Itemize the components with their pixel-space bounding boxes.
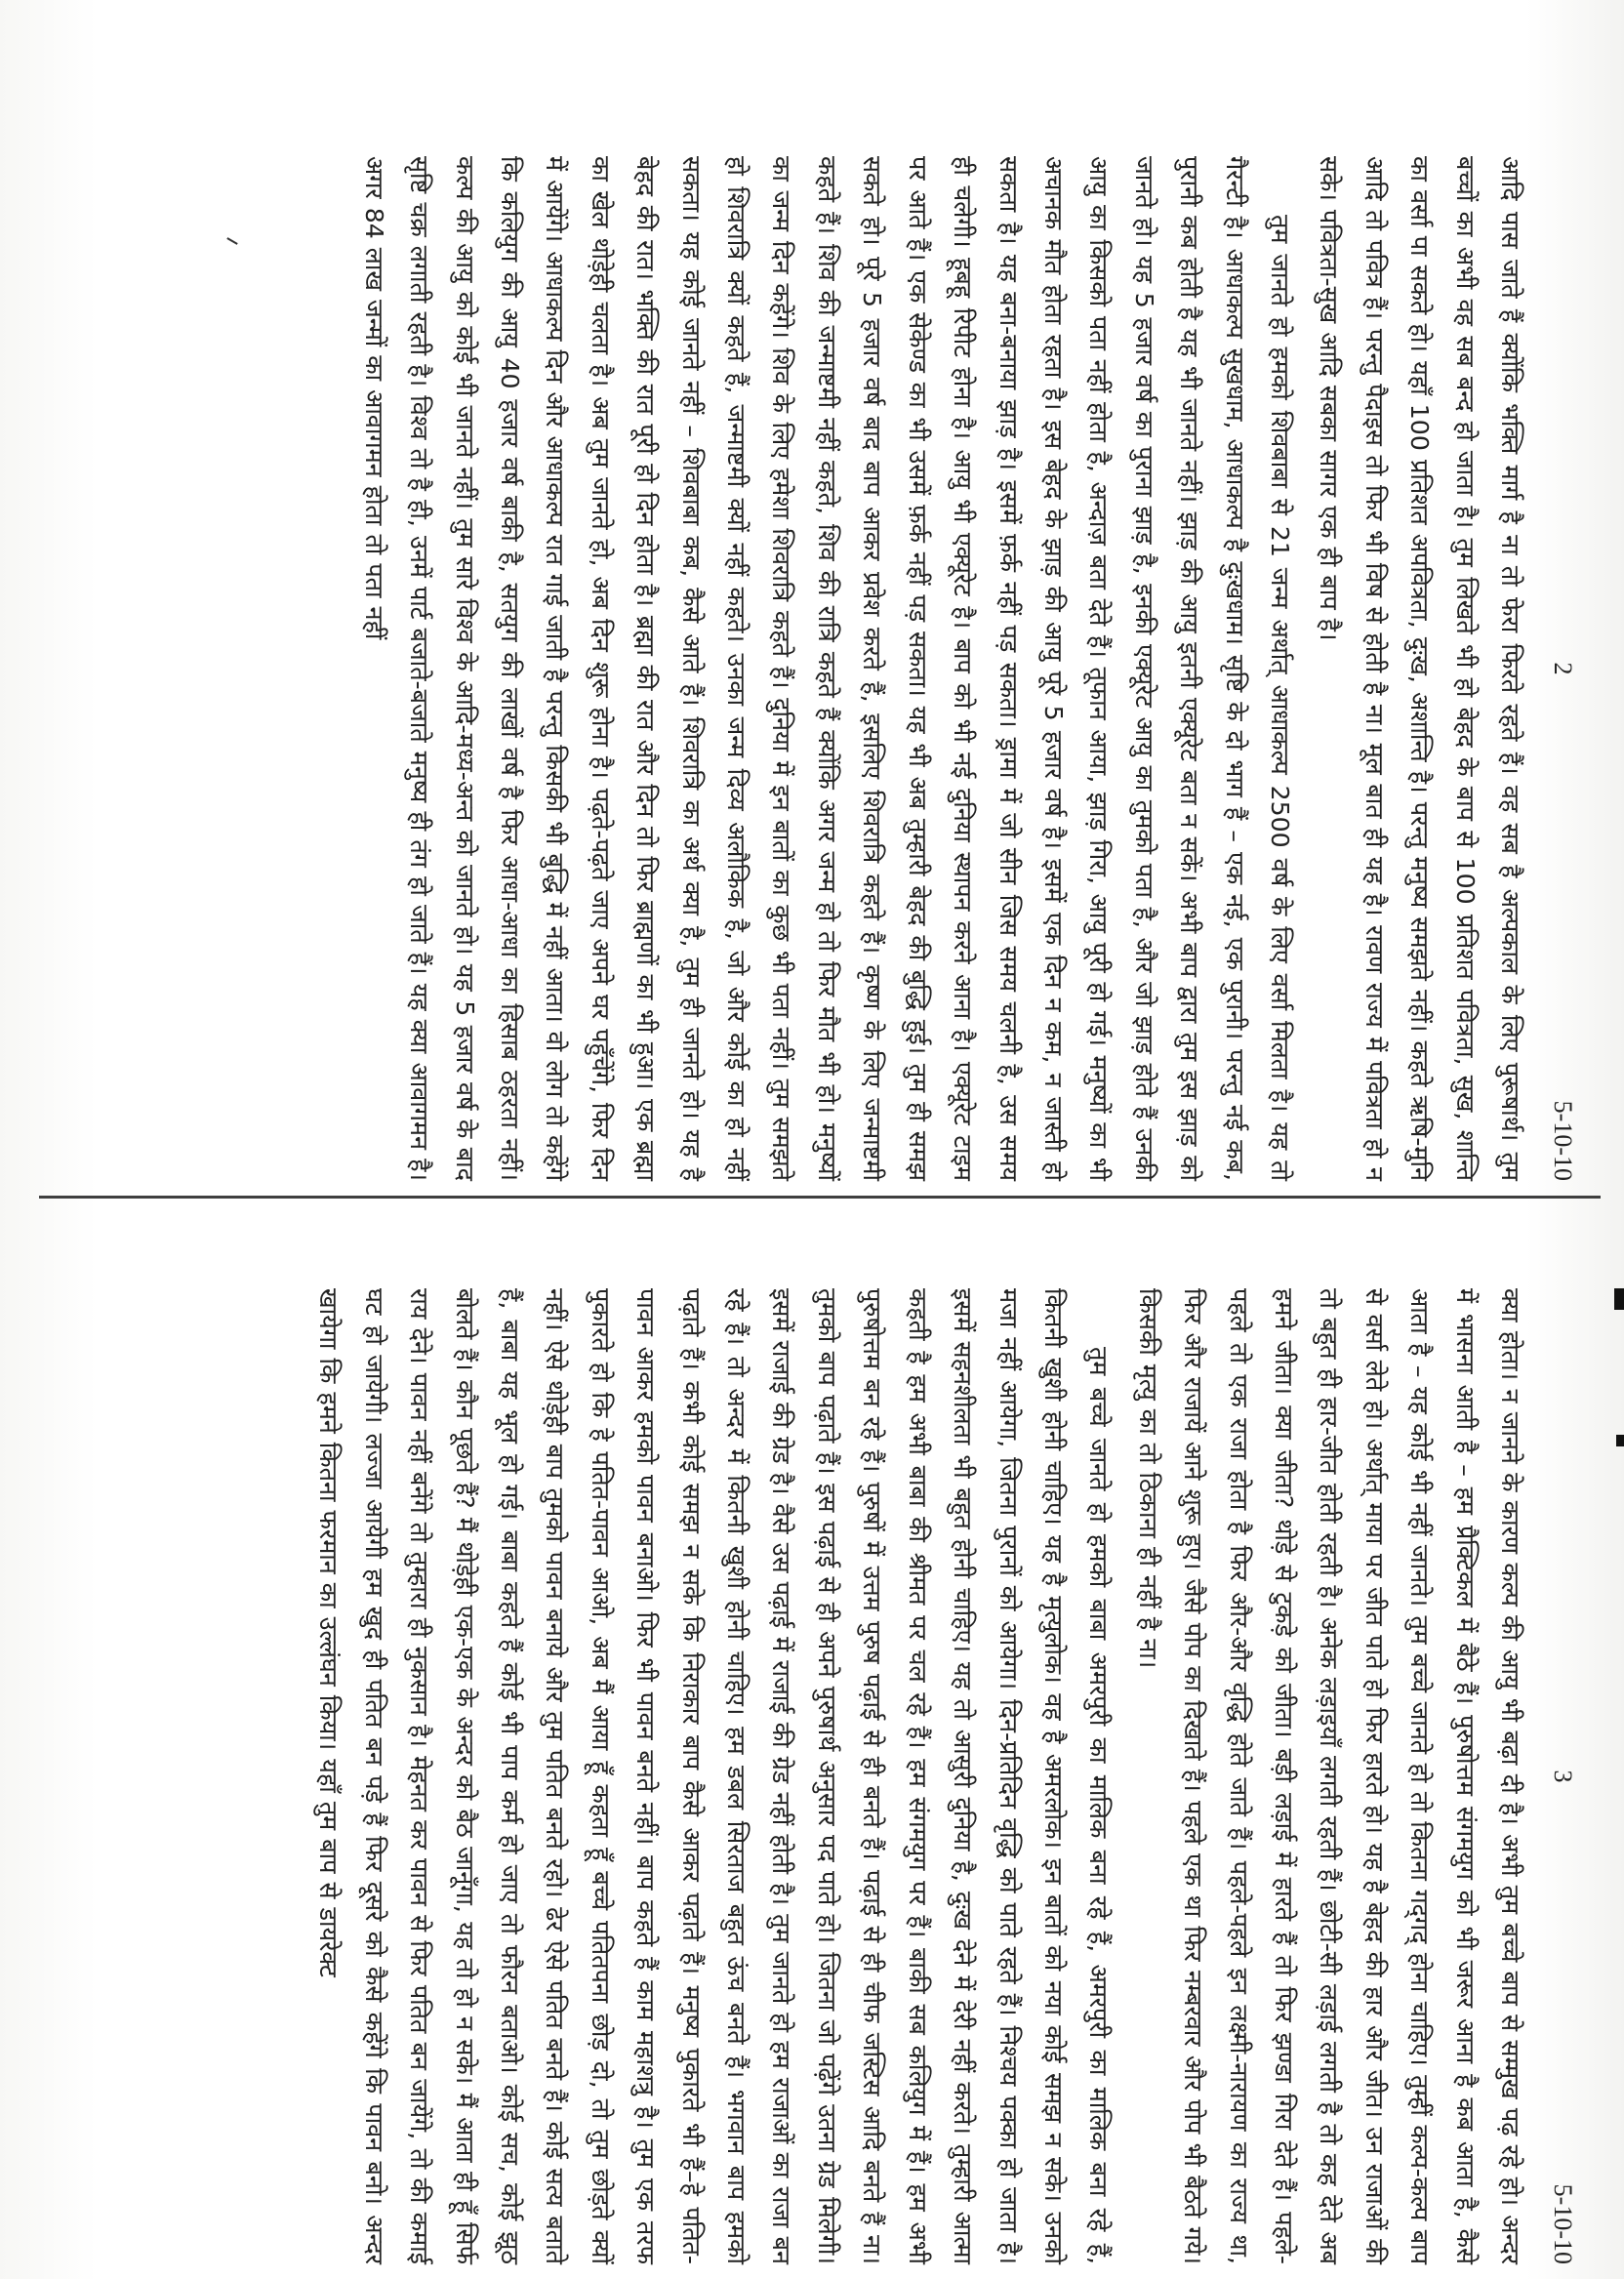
- page-number: 2: [1549, 662, 1577, 675]
- page-2: [156, 156, 1581, 1181]
- paragraph: आदि पास जाते हैं क्योंकि भक्ति मार्ग है ना तो फेरा फिरते रहते हैं। वह सब है अल्पकाल के लिए पुरूषार्थ। तुम बच्चों का अभी वह सब बन्द हो जाता है। तुम लिखते भी हो बेहद के बाप से 100 प्रतिशत पवित्रता, सुख, शान्ति का वर्सा पा सकते हो। यहाँ 100 प्रतिशत अपवित्रता, दुःख, अशान्ति है। परन्तु मनुष्य समझते नहीं। कहते ऋषि-मुनि आदि तो पवित्र हैं। परन्तु पैदाइस तो फिर भी विष से होती है ना। मूल बात ही यह है। रावण राज्य में पवित्रता हो न सके। पवित्रता-सुख आदि सबका सागर एक ही बाप है।: [1315, 156, 1524, 1181]
- page-header: [1532, 156, 1581, 1181]
- scan-edge-mark: [1614, 1288, 1624, 1310]
- page-number: 3: [1549, 1770, 1577, 1783]
- paragraph: क्या होता। न जानने के कारण कल्प की आयु भी बढ़ा दी है। अभी तुम बच्चे बाप से सम्मुख पढ़ रहे हो। अन्दर में भासना आती है – हम प्रैक्टिकल में बैठे हैं। पुरुषोत्तम संगमयुग को भी जरूर आना है कब आता है, कैसे आता है – यह कोई भी नहीं जानते। तुम बच्चे जानते हो तो कितना गद्‌गद् होना चाहिए। तुम्हीं कल्प-कल्प बाप से वर्सा लेते हो। अर्थात् माया पर जीत पाते हो फिर हारते हो। यह है बेहद की हार और जीत। उन राजाओं की तो बहुत ही हार-जीत होती रहती है। अनेक लड़ाइयाँ लगती रहती हैं। छोटी-सी लड़ाई लगती है तो कह देते अब हमने जीता। क्या जीता? थोड़े से टुकड़े को जीता। बड़ी लड़ाई में हारते हैं तो फिर झण्डा गिरा देते हैं। पहले-पहले तो एक राजा होता है फिर और-और वृद्धि होते जाते हैं। पहले-पहले इन लक्ष्मी-नारायण का राज्य था, फिर और राजायें आने शुरू हुए। जैसे पोप का दिखाते हैं। पहले एक था फिर नम्बरवार और पोप भी बैठते गये। किसकी मृत्यु का तो ठिकाना ही नहीं है ना।: [1133, 1288, 1524, 2264]
- page-header: [1532, 1288, 1581, 2264]
- page-fold-line: [39, 1196, 1601, 1199]
- page-date: 5-10-10: [1549, 2183, 1577, 2264]
- page-3: [156, 1288, 1581, 2264]
- page-date: 5-10-10: [1549, 1100, 1577, 1181]
- scan-edge-mark: [1616, 1435, 1624, 1446]
- paragraph: तुम जानते हो हमको शिवबाबा से 21 जन्म अर्थात् आधाकल्प 2500 वर्ष के लिए वर्सा मिलता है। यह तो गैरन्टी है। आधाकल्प सुखधाम, आधाकल्प है दुःखधाम। सृष्टि के दो भाग हैं – एक नई, एक पुरानी। परन्तु नई कब, पुरानी कब होती है यह भी जानते नहीं। झाड़ की आयु इतनी एक्यूरेट बता न सकें। अभी बाप द्वारा तुम इस झाड़ को जानते हो। यह 5 हजार वर्ष का पुराना झाड़ है, इनकी एक्यूरेट आयु का तुमको पता है, और जो झाड़ होते हैं उनकी आयु का किसको पता नहीं होता है, अन्दाज़ बता देते हैं। तूफान आया, झाड़ गिरा, आयु पूरी हो गई। मनुष्यों का भी अचानक मौत होता रहता है। इस बेहद के झाड़ की आयु पूरे 5 हजार वर्ष है। इसमें एक दिन न कम, न जास्ती हो सकता है। यह बना-बनाया झाड़ है। इसमें फ़र्क नहीं पड़ सकता। ड्रामा में जो सीन जिस समय चलनी है, उस समय ही चलेगी। हूबहू रिपीट होना है। आयु भी एक्यूरेट है। बाप को भी नई दुनिया स्थापन करने आना है। एक्यूरेट टाइम पर आते हैं। एक सेकेण्ड का भी उसमें फ़र्क नहीं पड़ सकता। यह भी अब तुम्हारी बेहद की बुद्धि हुई। तुम ही समझ सकते हो। पूरे 5 हजार वर्ष बाद बाप आकर प्रवेश करते हैं, इसलिए शिवरात्रि कहते हैं। कृष्ण के लिए जन्माष्टमी कहते हैं। शिव की जन्माष्टमी नहीं कहते, शिव की रात्रि कहते हैं क्योंकि अगर जन्म हो तो फिर मौत भी हो। मनुष्यों का जन्म दिन कहेंगे। शिव के लिए हमेशा शिवरात्रि कहते हैं। दुनिया में इन बातों का कुछ भी पता नहीं। तुम समझते हो शिवरात्रि क्यों कहते हैं, जन्माष्टमी क्यों नहीं कहते। उनका जन्म दिव्य अलौकिक है, जो और कोई का हो नहीं सकता। यह कोई जानते नहीं – शिवबाबा कब, कैसे आते हैं। शिवरात्रि का अर्थ क्या है, तुम ही जानते हो। यह है बेहद की रात। भक्ति की रात पूरी हो दिन होता है। ब्रह्मा की रात और दिन तो फिर ब्राह्मणों का भी हुआ। एक ब्रह्मा का खेल थोड़ेही चलता है। अब तुम जानते हो, अब दिन शुरू होना है। पढ़ते-पढ़ते जाए अपने घर पहुँचेंगे, फिर दिन में आयेंगे। आधाकल्प दिन और आधाकल्प रात गाई जाती है परन्तु किसकी भी बुद्धि में नहीं आता। वो लोग तो कहेंगे कि कलियुग की आयु 40 हजार वर्ष बाकी है, सतयुग की लाखों वर्ष है फिर आधा-आधा का हिसाब ठहरता नहीं। कल्प की आयु को कोई भी जानते नहीं। तुम सारे विश्व के आदि-मध्य-अन्त को जानते हो। यह 5 हजार वर्ष के बाद सृष्टि चक्र लगाती रहती है। विश्व तो है ही, उनमें पार्ट बजाते-बजाते मनुष्य ही तंग हो जाते हैं। यह क्या आवागमन है। अगर 84 लाख जन्मों का आवागमन होता तो पता नहीं: [359, 156, 1294, 1181]
- paragraph: तुम बच्चे जानते हो हमको बाबा अमरपुरी का मालिक बना रहे हैं, अमरपुरी का मालिक बना रहे हैं, कितनी खुशी होनी चाहिए। यह है मृत्युलोक। वह है अमरलोक। इन बातों को नया कोई समझ न सके। उनको मजा नहीं आयेगा, जितना पुरानों को आयेगा। दिन-प्रतिदिन वृद्धि को पाते रहते हैं। निश्चय पक्का हो जाता है। इसमें सहनशीलता भी बहुत होनी चाहिए। यह तो आसुरी दुनिया है, दुःख देने में देरी नहीं करते। तुम्हारी आत्मा कहती है हम अभी बाबा की श्रीमत पर चल रहे हैं। हम संगमयुग पर हैं। बाकी सब कलियुग में हैं। हम अभी पुरुषोत्तम बन रहे हैं। पुरुषों में उत्तम पुरुष पढ़ाई से ही बनते हैं। पढ़ाई से ही चीफ जस्टिस आदि बनते हैं ना। तुमको बाप पढ़ाते हैं। इस पढ़ाई से ही अपने पुरुषार्थ अनुसार पद पाते हो। जितना जो पढ़ेंगे उतना ग्रेड मिलेगी। इसमें राजाई की ग्रेड है। वैसे उस पढ़ाई में राजाई की ग्रेड नहीं होती है। तुम जानते हो हम राजाओं का राजा बन रहे हैं। तो अन्दर में कितनी खुशी होनी चाहिए। हम डबल सिरताज बहुत ऊंच बनते हैं। भगवान बाप हमको पढ़ाते हैं। कभी कोई समझ न सके कि निराकार बाप कैसे आकर पढ़ाते हैं। मनुष्य पुकारते भी हैं–हे पतित-पावन आकर हमको पावन बनाओ। फिर भी पावन बनते नहीं। बाप कहते हैं काम महाशत्रु है। तुम एक तरफ पुकारते हो कि हे पतित-पावन आओ, अब मैं आया हूँ कहता हूँ बच्चे पतितपना छोड़ दो, तो तुम छोड़ते क्यों नहीं। ऐसे थोड़ेही बाप तुमको पावन बनाये और तुम पतित बनते रहो। ढेर ऐसे पतित बनते हैं। कोई सत्य बताते हैं, बाबा यह भूल हो गई। बाबा कहते हैं कोई भी पाप कर्म हो जाए तो फौरन बताओ। कोई सच, कोई झूठ बोलते हैं। कौन पूछते हैं? मैं थोड़ेही एक-एक के अन्दर को बैठ जानूँगा, यह तो हो न सके। मैं आता ही हूँ सिर्फ राय देने। पावन नहीं बनेंगे तो तुम्हारा ही नुकसान है। मेहनत कर पावन से फिर पतित बन जायेंगे, तो की कमाई घट हो जायेगी। लज्जा आयेगी हम खुद ही पतित बन पड़े हैं फिर दूसरे को कैसे कहेंगे कि पावन बनो। अन्दर खायेगा कि हमने कितना फरमान का उल्लंघन किया। यहाँ तुम बाप से डायरेक्ट: [314, 1288, 1114, 2264]
